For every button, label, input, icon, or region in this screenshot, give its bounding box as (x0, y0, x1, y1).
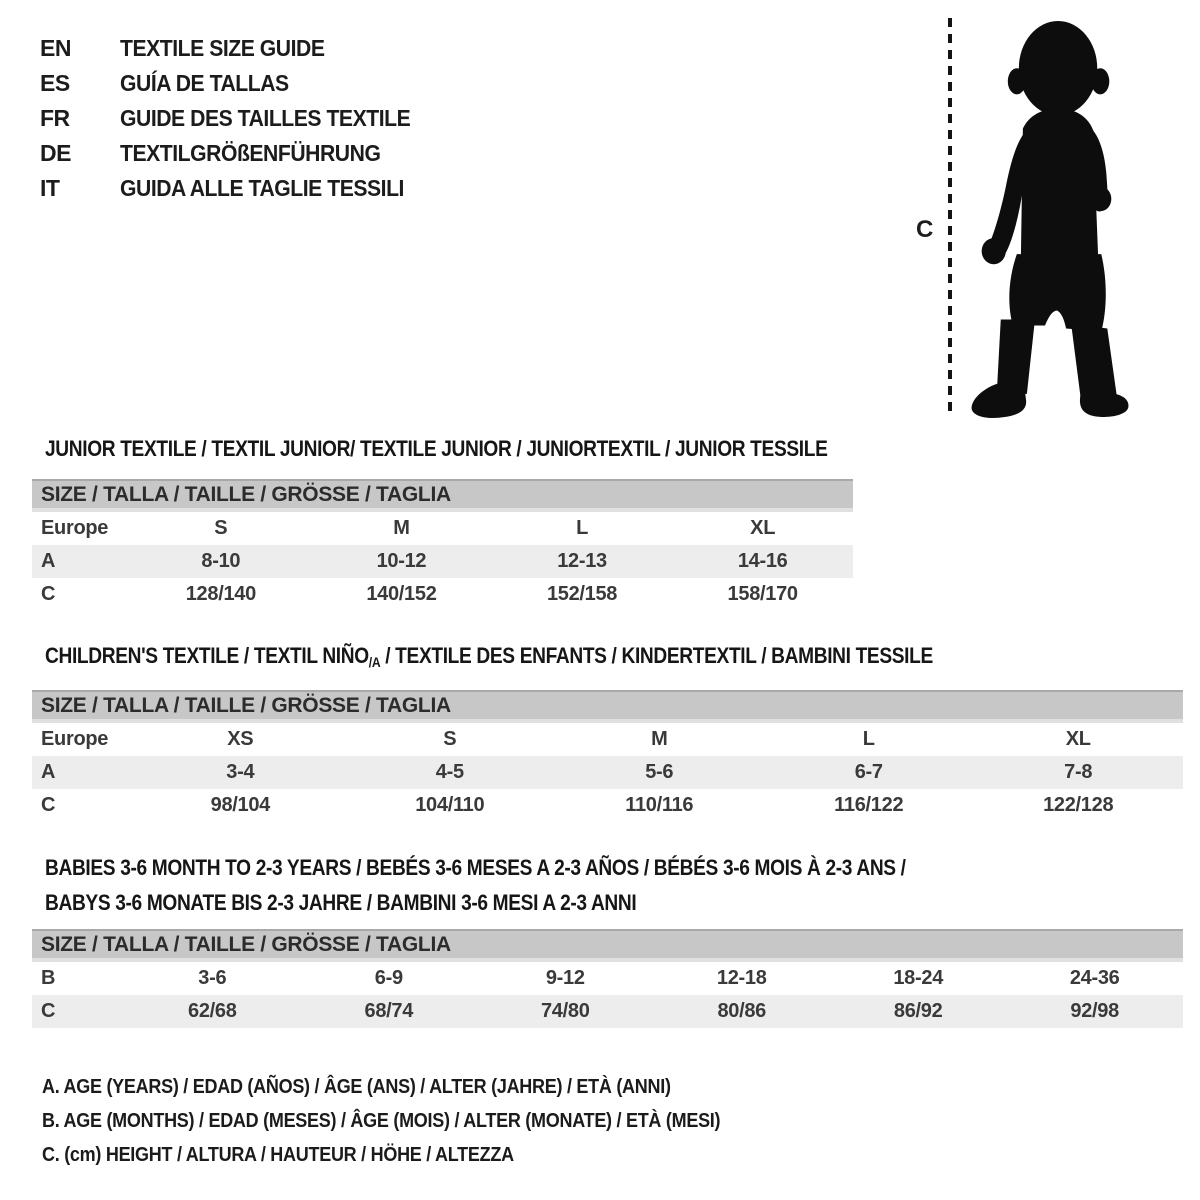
height-dashed-line (948, 18, 952, 414)
table-cell: 9-12 (545, 967, 585, 989)
footnote-a: A. AGE (YEARS) / EDAD (AÑOS) / ÂGE (ANS) / ALTER (JAHRE) / ETÀ (ANNI) (42, 1076, 671, 1098)
language-row-de (40, 136, 436, 171)
footnote-b: B. AGE (MONTHS) / EDAD (MESES) / ÂGE (MOIS) / ALTER (MONATE) / ETÀ (MESI) (42, 1110, 721, 1132)
table-cell: 140/152 (366, 583, 437, 605)
table-cell: 6-9 (374, 967, 403, 989)
size-table-header: SIZE / TALLA / TAILLE / GRÖSSE / TAGLIA (32, 929, 1183, 962)
table-cell: 80/86 (717, 1000, 766, 1022)
guide-title: TEXTILGRÖßENFÜHRUNG (120, 140, 381, 166)
table-cell: 10-12 (376, 550, 427, 572)
footnote-c: C. (cm) HEIGHT / ALTURA / HAUTEUR / HÖHE / ALTEZZA (42, 1144, 514, 1166)
table-row-age-months (32, 962, 1183, 995)
table-cell: XL (750, 517, 776, 539)
table-cell: 4-5 (435, 761, 464, 783)
table-cell: 24-36 (1069, 967, 1120, 989)
table-cell: 5-6 (645, 761, 674, 783)
table-row-height (32, 578, 853, 611)
table-cell: XL (1065, 728, 1091, 750)
row-label: C (41, 794, 56, 816)
row-label: Europe (41, 728, 109, 750)
height-measure-label: C (916, 216, 934, 243)
table-cell: 74/80 (540, 1000, 590, 1022)
table-cell: 68/74 (364, 1000, 414, 1022)
table-cell: 86/92 (893, 1000, 943, 1022)
table-cell: M (393, 517, 410, 539)
language-row-it (40, 171, 436, 206)
table-cell: 18-24 (893, 967, 944, 989)
table-cell: XS (227, 728, 254, 750)
table-cell: 152/158 (546, 583, 618, 605)
guide-title: TEXTILE SIZE GUIDE (120, 35, 325, 61)
table-cell: 110/116 (625, 794, 694, 816)
table-cell: L (862, 728, 875, 750)
table-cell: 8-10 (201, 550, 241, 572)
toddler-silhouette-icon (966, 18, 1132, 420)
language-code: ES (40, 70, 70, 96)
children-heading-sub: /A (368, 654, 381, 670)
language-title-block (40, 31, 436, 206)
children-section-heading (45, 643, 933, 669)
row-label: C (41, 1000, 56, 1022)
table-cell: M (651, 728, 668, 750)
children-heading-text: CHILDREN'S TEXTILE / TEXTIL NIÑO (45, 643, 369, 668)
table-row-age (32, 756, 1183, 789)
guide-title: GUIDE DES TAILLES TEXTILE (120, 105, 411, 131)
table-cell: S (443, 728, 457, 750)
guide-title: GUIDA ALLE TAGLIE TESSILI (120, 175, 404, 201)
table-cell: 12-18 (716, 967, 767, 989)
row-label: B (41, 967, 56, 989)
row-label: A (41, 550, 56, 572)
table-row-europe (32, 723, 1183, 756)
table-cell: 12-13 (557, 550, 607, 572)
table-cell: L (576, 517, 588, 539)
table-cell: 98/104 (210, 794, 270, 816)
table-row-age (32, 545, 853, 578)
babies-size-table (32, 929, 1183, 1028)
table-cell: 7-8 (1064, 761, 1093, 783)
size-table-header: SIZE / TALLA / TAILLE / GRÖSSE / TAGLIA (32, 690, 1183, 723)
table-row-europe (32, 512, 853, 545)
table-cell: 104/110 (415, 794, 485, 816)
language-code: EN (40, 35, 71, 61)
size-table-header: SIZE / TALLA / TAILLE / GRÖSSE / TAGLIA (32, 479, 853, 512)
table-cell: 122/128 (1043, 794, 1114, 816)
language-row-es (40, 66, 436, 101)
table-cell: 62/68 (188, 1000, 237, 1022)
children-size-table (32, 690, 1183, 822)
table-cell: S (214, 517, 228, 539)
table-cell: 6-7 (854, 761, 883, 783)
junior-section-heading: JUNIOR TEXTILE / TEXTIL JUNIOR/ TEXTILE JUNIOR / JUNIORTEXTIL / JUNIOR TESSILE (45, 436, 828, 461)
table-cell: 128/140 (185, 583, 256, 605)
legend-footnotes (42, 1070, 796, 1172)
row-label: Europe (41, 517, 109, 539)
children-heading-text: / TEXTILE DES ENFANTS / KINDERTEXTIL / BAMBINI TESSILE (380, 643, 933, 668)
table-cell: 3-6 (198, 967, 227, 989)
babies-section-heading-line2: BABYS 3-6 MONATE BIS 2-3 JAHRE / BAMBINI 3-6 MESI A 2-3 ANNI (45, 890, 637, 915)
table-cell: 3-4 (226, 761, 255, 783)
babies-section-heading-line1: BABIES 3-6 MONTH TO 2-3 YEARS / BEBÉS 3-6 MESES A 2-3 AÑOS / BÉBÉS 3-6 MOIS À 2-3 ANS / (45, 855, 906, 880)
table-cell: 158/170 (727, 583, 798, 605)
table-cell: 92/98 (1070, 1000, 1119, 1022)
language-code: DE (40, 140, 71, 166)
table-cell: 116/122 (834, 794, 904, 816)
row-label: C (41, 583, 56, 605)
table-cell: 14-16 (737, 550, 788, 572)
guide-title: GUÍA DE TALLAS (120, 70, 289, 96)
table-row-height (32, 995, 1183, 1028)
language-code: FR (40, 105, 70, 131)
row-label: A (41, 761, 56, 783)
table-row-height (32, 789, 1183, 822)
language-code: IT (40, 175, 60, 201)
language-row-fr (40, 101, 436, 136)
junior-size-table (32, 479, 853, 611)
language-row-en (40, 31, 436, 66)
